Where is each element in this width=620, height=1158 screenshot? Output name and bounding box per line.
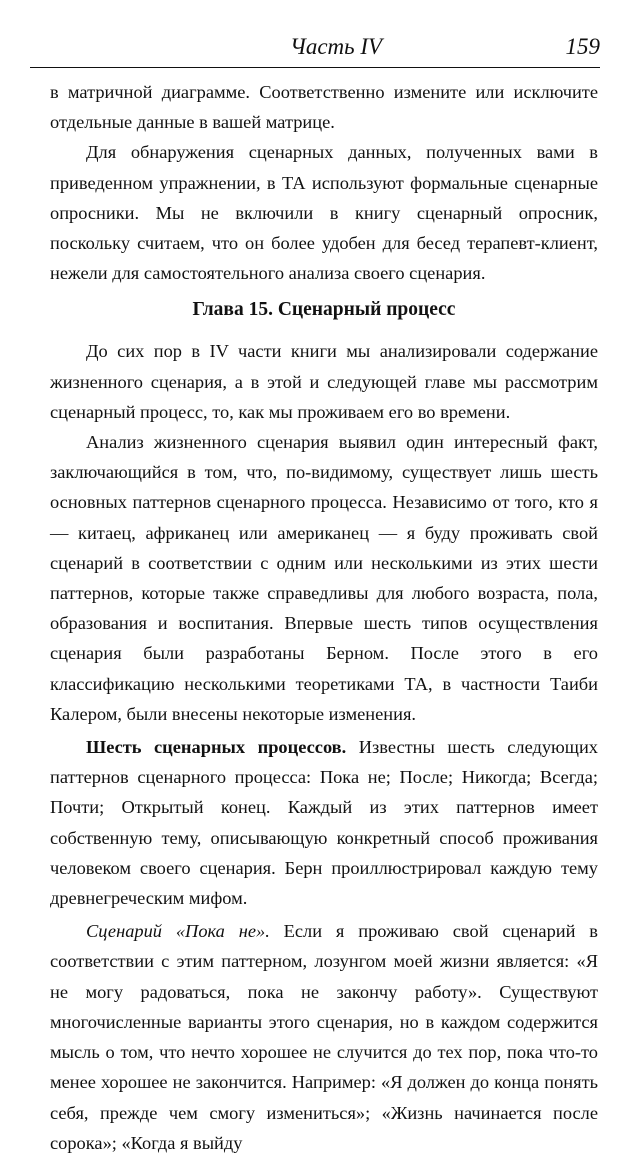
chapter-heading: Глава 15. Сценарный процесс	[192, 299, 456, 321]
running-title: Часть IV	[290, 34, 383, 59]
paragraph-script-process-intro: До сих пор в IV части книги мы анализировали содержание жизненного сценария, а в этой и следующей главе мы рассмотрим сценарный процесс, то, как мы проживаем его во времени.	[50, 341, 598, 422]
paragraph-until-script	[50, 916, 598, 1158]
paragraph-continued: в матричной диаграмме. Соответственно измените или исключите отдельные данные в вашей матрице.	[50, 82, 598, 133]
run-in-heading-until-script: Сценарий «Пока не».	[86, 921, 270, 942]
page-number: 159	[565, 34, 600, 59]
running-header	[30, 30, 600, 70]
run-in-heading-six-processes: Шесть сценарных процессов.	[86, 737, 347, 758]
paragraph-six-processes-text: Известны шесть следующих паттернов сценарного процесса: Пока не; После; Никогда; Всегда; Почти; Открытый конец. Каждый из этих паттернов имеет собственную тему, описывающую конкретный способ проживания человеком своего сценария. Берн проиллюстрировал каждую тему древнегреческим мифом.	[50, 737, 598, 909]
page-text	[50, 77, 598, 1158]
paragraph-questionnaire: Для обнаружения сценарных данных, полученных вами в приведенном упражнении, в ТА используют формальные сценарные опросники. Мы не включили в книгу сценарный опросник, поскольку считаем, что он более удобен для бесед терапевт-клиент, нежели для самостоятельного анализа своего сценария.	[50, 142, 598, 284]
paragraph-until-script-text: Если я проживаю свой сценарий в соответствии с этим паттерном, лозунгом моей жизни является: «Я не могу радоваться, пока не закончу работу». Существуют многочисленные варианты этого сценария, но в каждом содержится мысль о том, что нечто хорошее не случится до тех пор, пока что-то менее хорошее не закончится. Например: «Я должен до конца понять себя, прежде чем смогу измениться»; «Жизнь начинается после сорока»; «Когда я выйду	[50, 921, 598, 1153]
paragraph-six-patterns: Анализ жизненного сценария выявил один интересный факт, заключающийся в том, что, по-видимому, существует лишь шесть основных паттернов сценарного процесса. Независимо от того, кто я — китаец, африканец или американец — я буду проживать свой сценарий в соответствии с одним или несколькими из этих шести паттернов, которые также справедливы для любого возраста, пола, образования и воспитания. Впервые шесть типов осуществления сценария были разработаны Берном. После этого в его классификацию несколькими теоретиками ТА, в частности Таиби Калером, были внесены некоторые изменения.	[50, 432, 598, 724]
paragraph-six-processes	[50, 732, 598, 913]
header-rule	[30, 67, 600, 68]
